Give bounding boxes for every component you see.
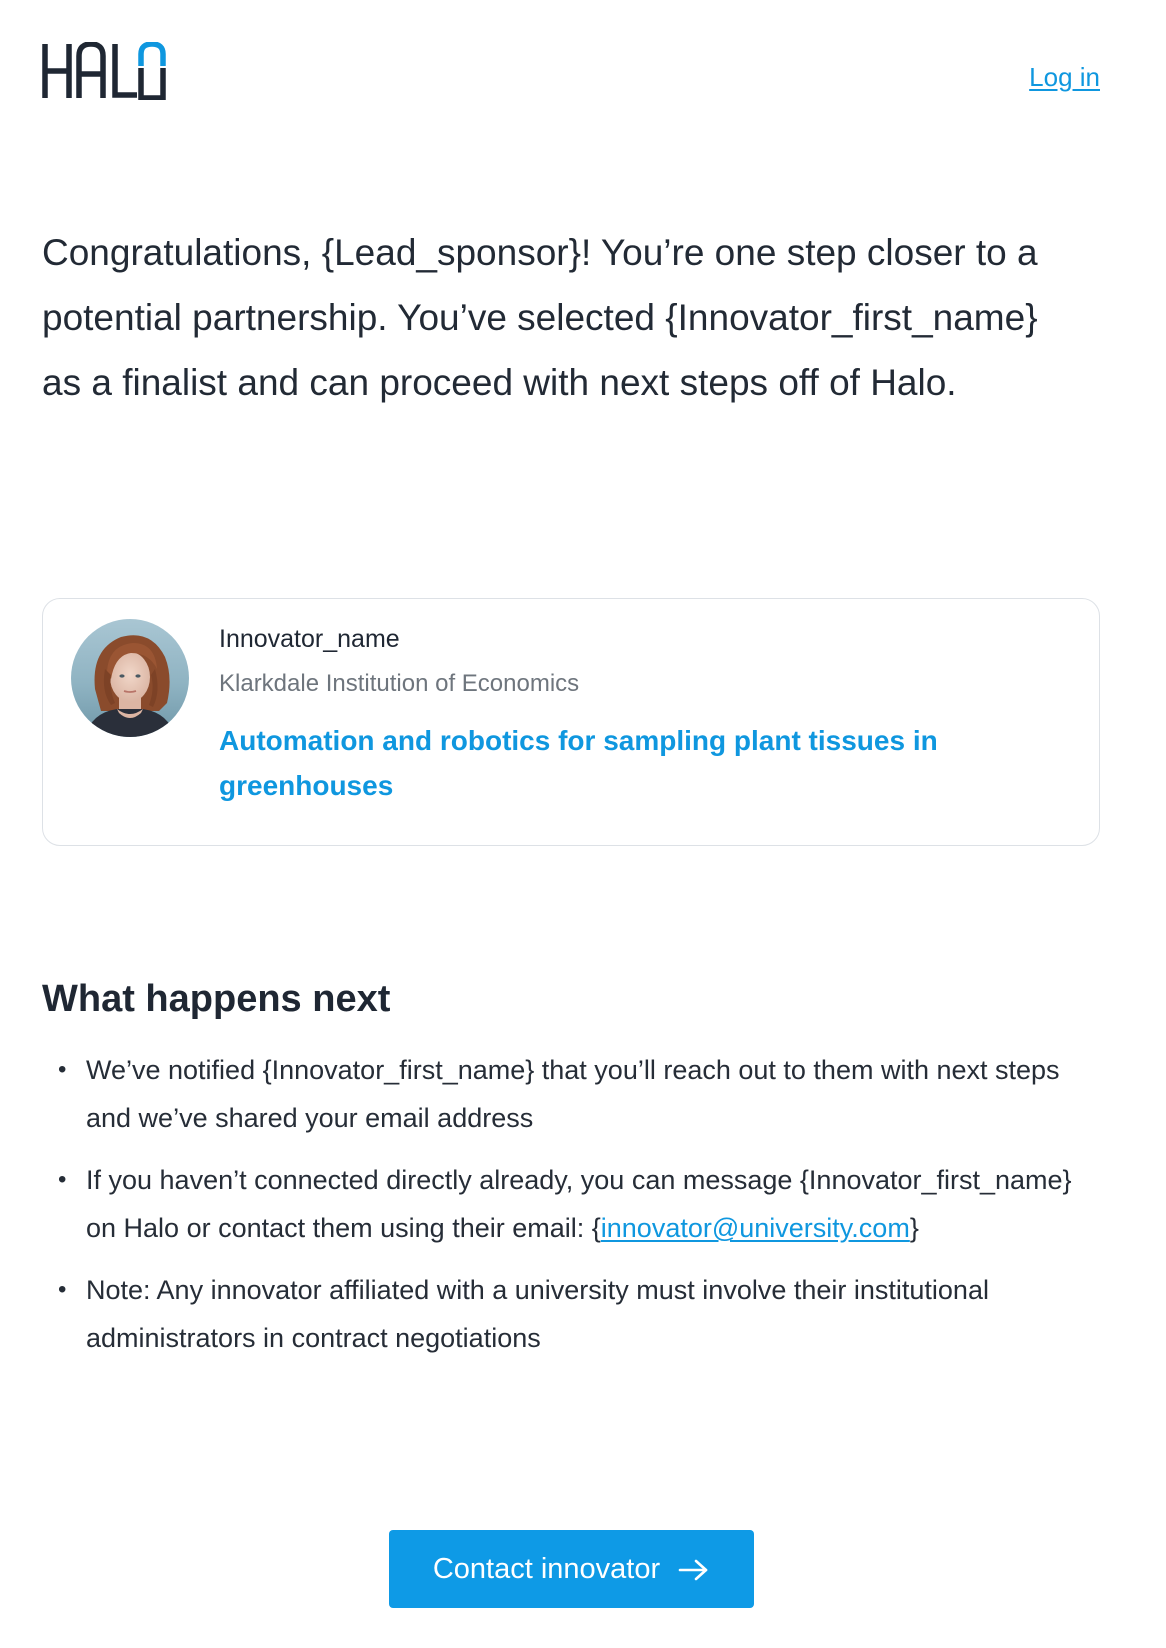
list-item	[42, 1046, 1092, 1142]
bullet-icon: •	[58, 1276, 67, 1303]
innovator-card[interactable]	[42, 598, 1100, 846]
list-item	[42, 1156, 1092, 1252]
innovator-email-link[interactable]: innovator@university.com	[600, 1213, 910, 1243]
halo-logo	[42, 42, 166, 100]
arrow-right-icon	[678, 1557, 710, 1581]
contact-innovator-label: Contact innovator	[432, 1552, 661, 1585]
innovator-details	[219, 623, 1049, 808]
login-link[interactable]: Log in	[1029, 62, 1100, 92]
step-text-end: }	[909, 1213, 919, 1243]
innovator-avatar	[71, 619, 189, 737]
list-item	[42, 1266, 1092, 1362]
bullet-icon: •	[58, 1056, 67, 1083]
bullet-icon: •	[58, 1166, 67, 1193]
contact-innovator-button[interactable]	[389, 1530, 754, 1608]
project-title-link[interactable]: Automation and robotics for sampling plant tissues in greenhouses	[219, 725, 938, 801]
innovator-institution: Klarkdale Institution of Economics	[219, 670, 580, 697]
innovator-name: Innovator_name	[219, 625, 400, 653]
intro-message: Congratulations, {Lead_sponsor}! You’re one step closer to a potential partnership. You’ve selected {Innovator_first_name} as a finalist and can proceed with next steps off of Halo.	[42, 232, 1038, 403]
step-text: We’ve notified {Innovator_first_name} that you’ll reach out to them with next steps and we’ve shared your email address	[86, 1055, 1060, 1133]
step-text: Note: Any innovator affiliated with a university must involve their institutional administrators in contract negotiations	[86, 1275, 989, 1353]
next-steps-list	[42, 1046, 1092, 1376]
step-text: If you haven’t connected directly already, you can message {Innovator_first_name} on Halo or contact them using their email: {	[86, 1165, 1072, 1243]
section-heading: What happens next	[42, 978, 391, 1020]
